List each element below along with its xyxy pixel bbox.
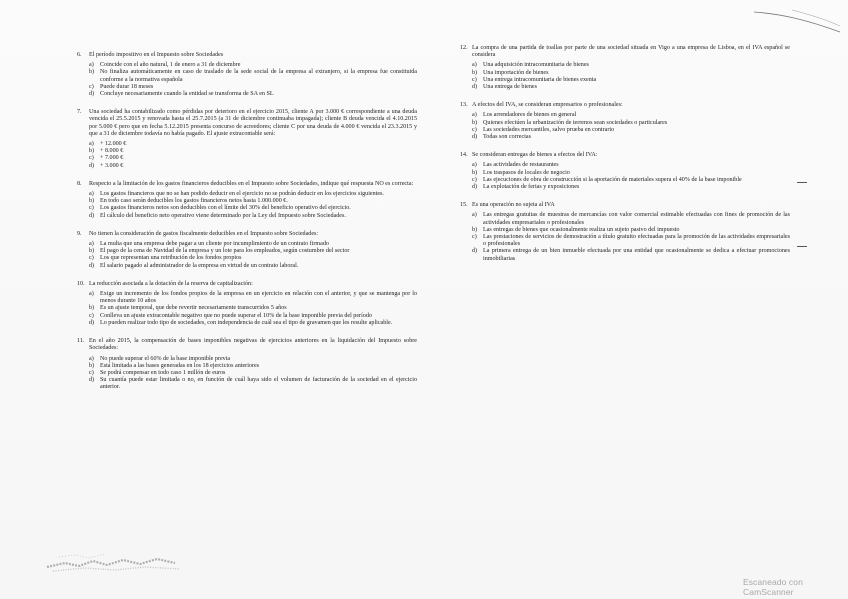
- option-letter: d): [89, 319, 95, 326]
- margin-mark: [797, 246, 807, 247]
- option-text: Una entrega intracomunitaria de bienes exenta: [483, 76, 597, 83]
- question-number: 11.: [77, 338, 85, 345]
- question-stem: [77, 338, 417, 352]
- answer-option: [472, 227, 790, 234]
- answer-option: [89, 163, 417, 170]
- option-text: La primera entrega de un bien inmueble efectuada por una entidad que ocasionalmente se dedica a efectuar promociones inmobiliarias: [483, 248, 790, 262]
- option-letter: a): [89, 355, 94, 362]
- answer-option: [472, 62, 790, 69]
- question-text: A efectos del IVA, se consideran empresarios o profesionales:: [472, 102, 623, 109]
- question-text: Respecto a la limitación de los gastos financieros deducibles en el Impuesto sobre Sociedades, indique qué respuesta NO es correcta:: [89, 180, 414, 187]
- option-text: Las sociedades mercantiles, salvo prueba en contrario: [483, 126, 615, 133]
- question-13: [460, 102, 790, 141]
- option-letter: c): [89, 312, 94, 319]
- answer-option: [89, 305, 417, 312]
- answer-options: [472, 212, 790, 262]
- option-letter: b): [89, 148, 95, 155]
- option-text: Los traspasos de locales de negocio: [483, 169, 570, 176]
- question-number: 14.: [460, 152, 468, 159]
- option-letter: b): [89, 69, 95, 76]
- option-text: No finaliza automáticamente en caso de traslado de la sede social de la empresa al extranjero, si la empresa fue constituida conforme a la normativa española: [100, 69, 417, 83]
- option-text: Las actividades de restaurantes: [483, 162, 559, 169]
- question-number: 12.: [460, 45, 468, 51]
- answer-option: [89, 241, 417, 248]
- answer-option: [472, 84, 790, 91]
- option-letter: b): [472, 69, 478, 76]
- option-letter: b): [89, 198, 95, 205]
- option-text: Coincide con el año natural, 1 de enero a 31 de diciembre: [100, 62, 241, 69]
- option-text: Una adquisición intracomunitaria de bienes: [483, 62, 589, 69]
- answer-options: [472, 162, 790, 191]
- answer-option: [89, 205, 417, 212]
- option-text: Las entregas gratuitas de muestras de mercancías con valor comercial estimable efectuadas con fines de promoción de las actividades empresariales o profesionales: [483, 212, 790, 226]
- option-letter: a): [472, 162, 477, 169]
- question-text: Una sociedad ha contabilizado como pérdidas por deterioro en el ejercicio 2015, cliente A por 3.000 € correspondiente a una deuda vencida el 25.5.2015 y renovada hasta el 25.7.2015 (a 31 de diciembre continuaba impagada); cliente B deuda vencida el 4.10.2015 por 5.000 € pero que en fecha 5.12.2015 presenta concurso de acreedores; cliente C por una deuda de 4.000 € vencida el 23.3.2015 y que a 31 de diciembre todavía no había pagado. El ajuste extracontable será:: [89, 109, 417, 137]
- answer-option: [89, 155, 417, 162]
- option-letter: c): [89, 369, 94, 376]
- option-letter: d): [89, 377, 95, 384]
- option-text: + 3.000 €: [100, 162, 124, 169]
- option-text: Los gastos financieros netos son deducibles con el límite del 30% del beneficio operativo del ejercicio.: [100, 205, 351, 212]
- answer-option: [89, 320, 417, 327]
- question-15: [460, 202, 790, 263]
- question-stem: [77, 109, 417, 138]
- question-text: No tienen la consideración de gastos fiscalmente deducibles en el Impuesto sobre Sociedades:: [89, 230, 319, 237]
- option-letter: b): [472, 119, 478, 126]
- answer-option: [472, 120, 790, 127]
- option-letter: a): [89, 191, 94, 198]
- option-letter: d): [472, 248, 478, 255]
- answer-option: [89, 263, 417, 270]
- answer-option: [89, 69, 417, 83]
- question-text: El período impositivo en el Impuesto sobre Sociedades: [89, 52, 224, 58]
- answer-options: [89, 291, 417, 327]
- option-letter: c): [472, 176, 477, 183]
- option-letter: a): [472, 112, 477, 119]
- option-text: Exige un incremento de los fondos propios de la empresa en un ejercicio en relación con el anterior, y que se mantenga por lo menos durante 10 años: [100, 291, 417, 305]
- question-number: 13.: [460, 102, 468, 109]
- margin-mark: [797, 182, 807, 183]
- question-9: [77, 231, 417, 270]
- question-number: 8.: [77, 180, 82, 187]
- answer-option: [89, 84, 417, 91]
- option-text: Los que representan una retribución de los fondos propios: [100, 255, 242, 262]
- option-letter: c): [472, 234, 477, 241]
- option-text: Las prestaciones de servicios de demostración a título gratuito efectuadas para la promoción de las actividades empresariales o profesionales: [483, 234, 790, 248]
- answer-option: [89, 356, 417, 363]
- question-12: [460, 45, 790, 91]
- question-6: [77, 52, 417, 98]
- answer-option: [472, 170, 790, 177]
- option-text: Los gastos financieros que no se han podido deducir en el ejercicio no se podrán deducir en los ejercicios siguientes.: [100, 191, 384, 198]
- option-text: Su cuantía puede estar limitada o no, en función de cuál haya sido el volumen de facturación de la sociedad en el ejercicio anterior.: [100, 377, 417, 391]
- answer-options: [472, 62, 790, 91]
- answer-option: [472, 234, 790, 248]
- answer-option: [472, 177, 790, 184]
- option-letter: c): [89, 205, 94, 212]
- question-number: 9.: [77, 230, 82, 237]
- answer-option: [89, 377, 417, 391]
- option-letter: c): [472, 76, 477, 83]
- answer-options: [89, 356, 417, 392]
- question-text: La reducción asociada a la dotación de la reserva de capitalización:: [89, 280, 253, 287]
- question-8: [77, 181, 417, 220]
- answer-options: [89, 191, 417, 220]
- question-stem: [460, 45, 790, 59]
- option-text: Conlleva un ajuste extracontable negativo que no puede superar el 10% de la base imponible previa del período: [100, 312, 372, 319]
- option-letter: c): [89, 255, 94, 262]
- option-text: Una importación de bienes: [483, 69, 549, 76]
- question-7: [77, 109, 417, 170]
- option-letter: a): [89, 241, 94, 248]
- answer-option: [89, 91, 417, 98]
- option-letter: d): [472, 134, 478, 141]
- scan-edge-mark: [752, 8, 842, 34]
- camscanner-watermark: Escaneado con CamScanner: [743, 577, 803, 597]
- answer-option: [472, 184, 790, 191]
- option-letter: d): [89, 262, 95, 269]
- answer-option: [89, 148, 417, 155]
- option-letter: a): [472, 62, 477, 69]
- option-text: Concluye necesariamente cuando la entidad se transforma de SA en SL: [100, 91, 274, 98]
- option-text: Es un ajuste temporal, que debe revertir necesariamente transcurridos 5 años: [100, 305, 287, 312]
- option-letter: a): [472, 212, 477, 219]
- question-number: 15.: [460, 202, 468, 209]
- answer-option: [89, 291, 417, 305]
- question-stem: [77, 281, 417, 288]
- option-text: Una entrega de bienes: [483, 84, 537, 91]
- answer-options: [472, 112, 790, 141]
- question-14: [460, 152, 790, 191]
- option-text: Se podrá compensar en todo caso 1 millón de euros: [100, 369, 226, 376]
- option-text: No puede superar el 60% de la base imponible previa: [100, 355, 231, 362]
- option-text: En todo caso serán deducibles los gastos financieros netos hasta 1.000.000 €.: [100, 198, 288, 205]
- option-text: + 12.000 €: [100, 141, 127, 148]
- answer-option: [89, 255, 417, 262]
- question-text: Se consideran entregas de bienes a efectos del IVA:: [472, 152, 598, 159]
- question-stem: [460, 152, 790, 159]
- answer-option: [472, 134, 790, 141]
- question-number: 7.: [77, 109, 82, 116]
- option-letter: b): [472, 169, 478, 176]
- option-text: Lo pueden realizar todo tipo de sociedades, con independencia de cuál sea el tipo de gravamen que les resulte aplicable.: [100, 319, 393, 326]
- option-text: Está limitada a las bases generadas en los 18 ejercicios anteriores: [100, 362, 260, 369]
- option-letter: c): [89, 155, 94, 162]
- question-stem: [77, 231, 417, 238]
- option-letter: b): [472, 226, 478, 233]
- answer-options: [89, 141, 417, 170]
- option-letter: d): [472, 184, 478, 191]
- option-letter: a): [89, 291, 94, 298]
- option-letter: b): [89, 362, 95, 369]
- option-letter: c): [89, 83, 94, 90]
- answer-option: [472, 70, 790, 77]
- option-text: + 8.000 €: [100, 148, 124, 155]
- answer-option: [472, 127, 790, 134]
- answer-option: [472, 248, 790, 262]
- option-letter: d): [89, 162, 95, 169]
- option-text: El cálculo del beneficio neto operativo viene determinado por la Ley del Impuesto sobre Sociedades.: [100, 212, 346, 219]
- option-letter: d): [89, 91, 95, 98]
- question-11: [77, 338, 417, 391]
- answer-option: [89, 141, 417, 148]
- answer-option: [89, 363, 417, 370]
- option-letter: b): [89, 305, 95, 312]
- option-text: La multa que una empresa debe pagar a un cliente por incumplimiento de un contrato firmado: [100, 241, 329, 248]
- question-10: [77, 281, 417, 327]
- answer-option: [472, 212, 790, 226]
- option-text: Quienes efectúen la urbanización de terrenos sean sociedades o particulares: [483, 119, 668, 126]
- option-text: Los arrendadores de bienes en general: [483, 112, 577, 119]
- option-letter: a): [89, 141, 94, 148]
- option-letter: d): [89, 212, 95, 219]
- answer-options: [89, 241, 417, 270]
- answer-options: [89, 62, 417, 98]
- answer-option: [472, 77, 790, 84]
- question-text: En el año 2015, la compensación de bases imponibles negativas de ejercicios anteriores en la liquidación del Impuesto sobre Sociedades:: [89, 338, 417, 352]
- question-text: La compra de una partida de toallas por parte de una sociedad situada en Vigo a una empresa de Lisboa, en el IVA español se considera: [472, 45, 790, 59]
- answer-option: [472, 112, 790, 119]
- question-number: 6.: [77, 52, 82, 58]
- left-question-column: [77, 52, 417, 403]
- question-number: 10.: [77, 280, 85, 287]
- question-stem: [460, 102, 790, 109]
- option-letter: a): [89, 62, 94, 69]
- scan-noise-smudge: [45, 545, 185, 573]
- option-letter: c): [472, 126, 477, 133]
- option-text: La explotación de ferias y exposiciones: [483, 184, 580, 191]
- question-stem: [460, 202, 790, 209]
- option-letter: b): [89, 248, 95, 255]
- option-letter: d): [472, 84, 478, 91]
- question-stem: [77, 181, 417, 188]
- right-question-column: [460, 45, 790, 274]
- option-text: Las entregas de bienes que ocasionalmente realiza un sujeto pasivo del impuesto: [483, 226, 680, 233]
- option-text: El salario pagado al administrador de la empresa en virtud de un contrato laboral.: [100, 262, 299, 269]
- answer-option: [472, 162, 790, 169]
- option-text: El pago de la cena de Navidad de la empresa y un lote para los empleados, según costumbre del sector: [100, 248, 350, 255]
- option-text: Todas son correctas: [483, 134, 531, 141]
- answer-option: [89, 313, 417, 320]
- question-stem: [77, 52, 417, 59]
- option-text: + 7.000 €: [100, 155, 124, 162]
- option-text: Puede durar 18 meses: [100, 83, 154, 90]
- question-text: Es una operación no sujeta al IVA: [472, 202, 555, 209]
- answer-option: [89, 213, 417, 220]
- option-text: Las ejecuciones de obra de construcción si la aportación de materiales supera el 40% de la base imponible: [483, 176, 742, 183]
